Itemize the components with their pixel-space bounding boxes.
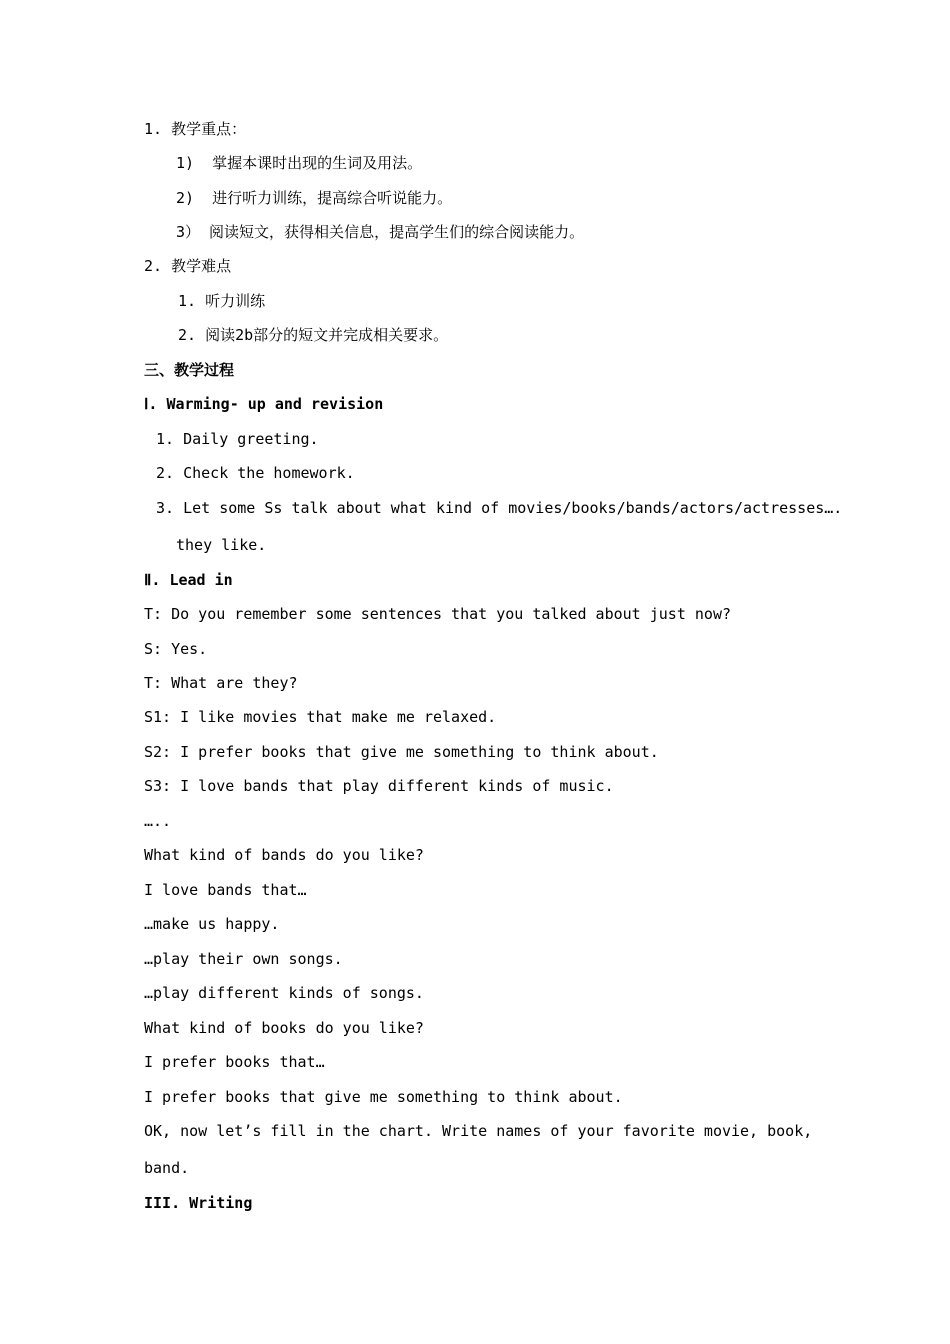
focus-item-3: 3） 阅读短文，获得相关信息，提高学生们的综合阅读能力。: [176, 223, 585, 241]
warming-item-3-continued: they like.: [176, 536, 267, 554]
process-heading: 三、教学过程: [144, 361, 235, 379]
dialogue-line-2: S: Yes.: [144, 640, 208, 658]
focus-heading: 1. 教学重点：: [144, 120, 247, 138]
difficulty-item-2: 2. 阅读2b部分的短文并完成相关要求。: [178, 326, 449, 344]
dialogue-line-17: band.: [144, 1159, 190, 1177]
dialogue-line-5: S2: I prefer books that give me something to think about.: [144, 743, 659, 761]
dialogue-line-9: I love bands that…: [144, 881, 307, 899]
dialogue-line-6: S3: I love bands that play different kinds of music.: [144, 777, 614, 795]
dialogue-line-15: I prefer books that give me something to think about.: [144, 1088, 623, 1106]
focus-item-2: 2) 进行听力训练，提高综合听说能力。: [176, 189, 453, 207]
dialogue-line-4: S1: I like movies that make me relaxed.: [144, 708, 497, 726]
lead-in-heading: Ⅱ. Lead in: [144, 571, 233, 589]
dialogue-line-14: I prefer books that…: [144, 1053, 325, 1071]
warming-item-3: 3. Let some Ss talk about what kind of movies/books/bands/actors/actresses….: [156, 499, 843, 517]
dialogue-line-10: …make us happy.: [144, 915, 280, 933]
dialogue-line-3: T: What are they?: [144, 674, 298, 692]
warming-heading: Ⅰ. Warming- up and revision: [144, 395, 384, 413]
dialogue-line-13: What kind of books do you like?: [144, 1019, 424, 1037]
dialogue-line-12: …play different kinds of songs.: [144, 984, 424, 1002]
warming-item-1: 1. Daily greeting.: [156, 430, 319, 448]
dialogue-line-7: …..: [144, 812, 172, 830]
difficulty-item-1: 1. 听力训练: [178, 292, 266, 310]
dialogue-line-16: OK, now let’s fill in the chart. Write names of your favorite movie, book,: [144, 1122, 813, 1140]
difficulty-heading: 2. 教学难点: [144, 257, 232, 275]
dialogue-line-1: T: Do you remember some sentences that you talked about just now?: [144, 605, 731, 623]
dialogue-line-8: What kind of bands do you like?: [144, 846, 424, 864]
warming-item-2: 2. Check the homework.: [156, 464, 355, 482]
writing-heading: III. Writing: [144, 1194, 253, 1212]
focus-item-1: 1) 掌握本课时出现的生词及用法。: [176, 154, 423, 172]
dialogue-line-11: …play their own songs.: [144, 950, 343, 968]
